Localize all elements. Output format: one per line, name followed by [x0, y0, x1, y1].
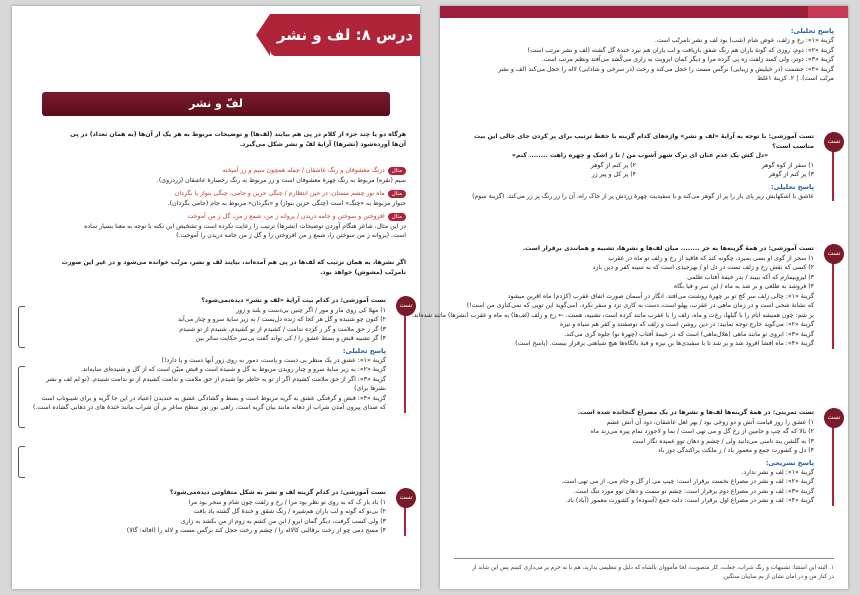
test-question: تست آموزشی: در کدام گزینه لف و نشر به شکل متفاوتی دیده‌می‌شود؟ — [169, 489, 386, 496]
top-color-band — [440, 6, 848, 18]
intro-line: هرگاه دو یا چند جزء از کلام در پی هم بیایند (لف‌ها) و توضیحات مربوط به هر یک از آن‌ها (به همان تعداد) در پی — [70, 131, 406, 138]
section-title-bar — [42, 92, 390, 116]
margin-bracket — [18, 366, 25, 428]
test-5 — [466, 408, 841, 506]
example-badge: مثال — [388, 167, 406, 175]
answer-line: گزینهٔ «۴»: جشمت (در خیلیش و زیبایی) نرگس مست را خجل می‌کند و رخت (در سرخی و شادابی) لاله را خجل می‌کند (لف و نشر — [498, 65, 834, 73]
test-option: ۳) گر ز حق ملامت و گر ز کرده ندامت / کشیدم از تو کشیدم، شنیدم از تو شنیدم — [179, 325, 386, 333]
example-verse: افروختن و سوختن و جامه دریدن / پروانه ز من، شمع ز من، گل ز من آموخت — [187, 213, 385, 220]
test-badge: تست — [824, 244, 844, 264]
note-line: اگر نشرها، به همان ترتیب که لف‌ها در پی هم آمده‌اند، بیایند لف و نشر، مرتّب خوانده می‌شود و در غیر این صورت — [61, 259, 406, 266]
test-question: تست آموزشی: در همهٔ گزینه‌ها به جز ........ میان لف‌ها و نشرها، تشبیه و همانندی برقرار است. — [522, 245, 814, 252]
intro-paragraph — [26, 130, 406, 149]
answer-line: که صدای پیرون آمدن شراب از دهانه مانند بیان گریه است. راهی نور نور سطح ساغر بر آن شراب مانند خندهٔ های در دهانی گشاده است.) — [33, 404, 386, 411]
answer-line: گزینهٔ «۳»: لف و نشر در مصراع دوم برقرار است: چشم تو سمت و دهان توو مورد تنگ است. — [573, 487, 814, 495]
answer-line: گزینهٔ «۲»: به زیر سایهٔ سرو و چنار رویدن مربوط به گل و شنیده است و قبض مبیّن است که از گل و شنیده‌ای سایه‌اند. — [80, 366, 386, 373]
answer-title: پاسخ تحلیلی: — [342, 346, 386, 355]
answer-line: گزینهٔ «۲»: لف و نشر در مصراع نخست برقرار است: چیپ می‌ از گل و جام می، از می تهی است. — [561, 478, 814, 485]
test-question: تست تمرینی: در همهٔ گزینه‌ها لف‌ها و نشرها در یک مصراع گنجانده شده است. — [577, 409, 814, 416]
test-option: ۱) سفر از کوه گوهر — [761, 161, 814, 169]
answer-title: پاسخ تشریحی: — [765, 458, 814, 467]
test-badge: تست — [396, 488, 416, 508]
test-question: تست آموزشی: با توجه به آرایهٔ «لف و نشر» واژه‌های کدام گزینه با حفظ ترتیب برای پر کردن جای خالی این بیت — [473, 133, 814, 140]
answer-line: نشرها برای) — [354, 385, 386, 392]
example-2 — [26, 189, 406, 208]
example-3 — [26, 212, 406, 241]
test-badge: تست — [396, 296, 416, 316]
example-badge: مثال — [388, 213, 406, 221]
answer-title: پاسخ تحلیلی: — [790, 27, 834, 35]
answer-line: گزینهٔ «۴»: لف و نشر در مصراع اول برقرار است: دلت جمع (آسوده) و کشورت معمور (آباد) باد. — [565, 497, 814, 504]
test-option: ۳) لیروبیمارم که آکه ببیند / بدر خیمهٔ آفتاب طلمی — [687, 273, 814, 281]
banner-arrow — [256, 14, 270, 56]
test-option: ۲) کنون چو شنیده‌ و گل هر کجا که زنده دل‌پست / به زیر سایهٔ سرو و چنار می‌آید — [178, 316, 386, 323]
page-tag — [808, 6, 848, 18]
test-option: ۴) فروشد به طلعی و بر شد به ماه / این سر و قبا بگاه — [673, 283, 814, 290]
answer-line: گزینهٔ «۱»: عشق در یک منظر بی دست و پاست، دمور به روی زور آنها دست و پا دارد!) — [161, 356, 386, 364]
test-option: ۴) مسح دمی چو از رخت برقالبی کالاله را / چشم و رخت حجل کند نرگس مست و لاله را (افاله: گالا) — [126, 527, 386, 534]
test-option: ۳) ولی کسب گرفت، دیگر گمان ابرو / ابن من کشم به زوم از من بکشد به زاری — [180, 517, 386, 525]
test-option: ۲) بی‌نو که گونه و لب یاران هم‌شیره / رنگ شفق و خندهٔ گل گشته یاد بافت — [193, 508, 386, 515]
example-explanation: در این مثال، شاعر هنگام آوردن توضیحات (نشرها) ترتیب را رعایت نکرده است و تشخیص این نکته با توجه به معنا بسیار ساده — [84, 222, 406, 230]
answer-line: بر شم: چون همیشه ابام را با گیلها، رخ‌ت و ماه، زلف را با عقرب مانند کرده است، تشبیه، هست. ← رخ و زلف (لف‌ها) به ماه و عقرب (نشرها) مانند شده‌اند. — [411, 311, 814, 319]
footnote-line: ۱. البته این استثنا: تشبیهات و رنگ شراب، جعلت، کار منصوبت، لحا مأمووان بالشاه که دلیل و تنظیمی بدارید، هم با به حرم پر می‌دازی کنینم پس این شاید از — [472, 565, 834, 571]
example-verse: درنگ معشوقان و رنگ عاشقان / جمله همچون سیم و زر آمیخته — [222, 167, 385, 174]
answer-line: که نشانهٔ شحی است و در زمان ماهی در عقرب، پهلو است، دست به کاری نزد و سفر نکرد. (می‌گوید این توپی که نمی‌کنازی من است!) — [466, 302, 814, 309]
test-option: ۱) عشق را روز قیامت آتش و دو زوخی بود / بهر اهل عاشقان، دود آن آتش عشم — [606, 418, 814, 426]
answer-line: عاشق با اشکهایش زیر پای یار را پر از گوهر می‌کند و با سفیدیت چهرهٔ زردش پر از خاک راه، آن را زر رنگ پر زر می‌کند. (گزینهٔ سوم) — [472, 192, 814, 200]
test-badge: تست — [824, 132, 844, 152]
example-verse: ماه نور چشم مستان، در حین انتظارم / چنگی حزین و جامی، چنگی بنواز یا بگردان — [174, 190, 385, 197]
test-option: ۴) دل و کشورت جمع و معمور باد / ز ملکت پراکندگی دور باد — [657, 447, 814, 454]
answer-line: گزینهٔ «۱»: لف و نشر ندارد. — [741, 468, 814, 476]
footnote — [454, 564, 834, 581]
note-block — [26, 258, 406, 277]
options-grid — [466, 161, 814, 180]
test-option: ۱) مهلا کی روی مار و مور / اگر چنین بی‌دست و بلند و زور — [236, 306, 386, 314]
answer-line: گزینهٔ «۳»: دوتر، ولی کمند زلفت ره پی گرده مرا و دیگر کمان ابرویت به زاری می‌کُشد می‌آفتد ونظم مرتب است. — [541, 56, 834, 63]
answer-title: پاسخ تحلیلی: — [770, 182, 814, 191]
answer-line: گزینهٔ «۱»: رخ و زلف، عوض شام (شب) بود لف و نشر نامرتّب است. — [654, 37, 834, 44]
example-explanation: سیم (نقره) مربوط به رنگ چهرهٔ معشوقان است و زر مربوط به رنگ رخسارهٔ عاشقان (زردروی). — [156, 176, 406, 184]
intro-line: آن‌ها آورده‌شود (نشرها) آرایهٔ لفّ و نشر شکل می‌گیرد. — [239, 140, 406, 148]
test-option: ۱) باد بار ک که به روی تو نظر بود مرا / رخ و زلفت چون شام و سحر بود مرا — [188, 498, 386, 506]
lesson-title: درس ۸: لف و نشر — [276, 26, 414, 44]
example-badge: مثال — [388, 190, 406, 198]
section-title: لفّ و نشر — [189, 97, 243, 110]
test-question: مناسب است؟ — [772, 142, 814, 150]
example-explanation: حنواز مربوط به «چنگ» است (چنگی حزین بنواز) و «بگردان» مربوط به جام (جامی بگردان). — [167, 199, 406, 207]
answer-line: گزینهٔ «۴»: قبض و گرفتگی عشق به گریه مربوط است و بسط و گشادگی عشق به خندیدن (عنیاد در این جا گریه و برای شیبوتاب است — [41, 394, 386, 402]
answer-line: گزینهٔ «۳»: ابروی تو مانند ماهی (هلال‌ماهی) است که در خیمهٔ آفتاب (چهرهٔ تو) جلوه گری می‌کند. — [564, 330, 814, 338]
answer-block-top — [454, 24, 834, 84]
lesson-title-banner — [270, 14, 420, 56]
test-3 — [466, 132, 841, 201]
test-option: ۲) بالا که گه چپ و جامین از رخ گل و می تهی است / بما و لاجورد تمام پیره می‌زند ماه — [590, 428, 814, 435]
margin-bracket — [18, 306, 25, 348]
test-option: ۳) پر کنم از گوهر — [768, 171, 814, 178]
test-option: ۲) پر کنم از گوهر — [590, 161, 636, 169]
right-page — [411, 6, 848, 589]
example-explanation: است. (پروانه ز من سوختن را، شمع ز من افروختن را و گل ز من جامه دریدن را آموخت.) — [176, 232, 406, 239]
test-option: ۳) به گلشن پند ناسی می‌دانید ولی / چشم و دهان توو عمیده نگار است — [632, 437, 814, 445]
answer-line: گزینهٔ «۴»: ماه افشا افرود شد و بر شد تا با سفیدی‌ها بن نیزه و قبهٔ بالگاه‌ها هیچ شباهتی برقرار نیست. (پاسخ است) — [515, 340, 814, 347]
footnote-divider — [454, 558, 834, 559]
answer-line: گزینهٔ «۲»: می‌گوید خارج توجه نمایید: در دین روشن است و زلف که توصفتند و کفر هم سیاه و تیره — [560, 321, 814, 328]
answer-line: گزینهٔ «۲»: دوم، روزی که گونهٔ یاران هم رنگ شفق بازیافت و لب یاران هم نیرد خندهٔ گل گشته (لف و نشر مرتب است) — [527, 46, 834, 54]
test-verse: «دل کش یک عدم عنان ای ترک شهر آشوب من / تا ز اشک و چهره راهت ........ کنم» — [511, 152, 769, 159]
answer-line: مرتّب است). | ۲. کزینهٔ ۱غلط — [757, 75, 834, 82]
test-1 — [33, 296, 413, 413]
margin-bracket — [18, 446, 25, 478]
test-2 — [38, 488, 413, 536]
answer-line: گزینهٔ «۱»: چالی زلف سر کج تو بر چهرهٔ روشنت می‌افتد. انگار در آسمان صورت اتفاق عقرب (کژدم) ماه افرین میشود — [507, 292, 814, 300]
left-page — [12, 6, 420, 589]
test-option: ۱) سحر از گوی او بسی بمیرد، چگونه کند که فاقید از رخ و زلف تو ماه در عقرب — [608, 254, 814, 262]
footnote-line: در کنار من و در امان نشان از یم سایبان سنگین. — [722, 573, 834, 580]
test-question: تست آموزشی: در کدام بیت آرایهٔ «لف و نشر» دیده‌نمی‌شود؟ — [201, 297, 386, 304]
answer-line: گزینهٔ «۳»: اگر از حق ملامت کشیدم اگر از تو به خاطر نوا شیدم از حق ملامت و ندامت کشیدم از تو ندامت شنیدم. (تو لم لف و نشر — [46, 375, 386, 383]
test-4 — [411, 244, 841, 349]
test-badge: تست — [824, 408, 844, 428]
test-option: ۲) کسی که نقش رخ و زلف تست در دل او / بهرجیدی است که به سینه کفر و دین بازد — [592, 264, 814, 271]
example-1 — [26, 166, 406, 185]
test-option: ۴) گر تشبیه قبض و بسط عشق را / کی تواند گفت بی‌سر حکایت سائر بین — [195, 335, 386, 342]
test-option: ۴) پر کل و پیر زر — [591, 171, 636, 178]
note-line: نامرتّب (مشوش) خواهد بود. — [320, 268, 406, 276]
